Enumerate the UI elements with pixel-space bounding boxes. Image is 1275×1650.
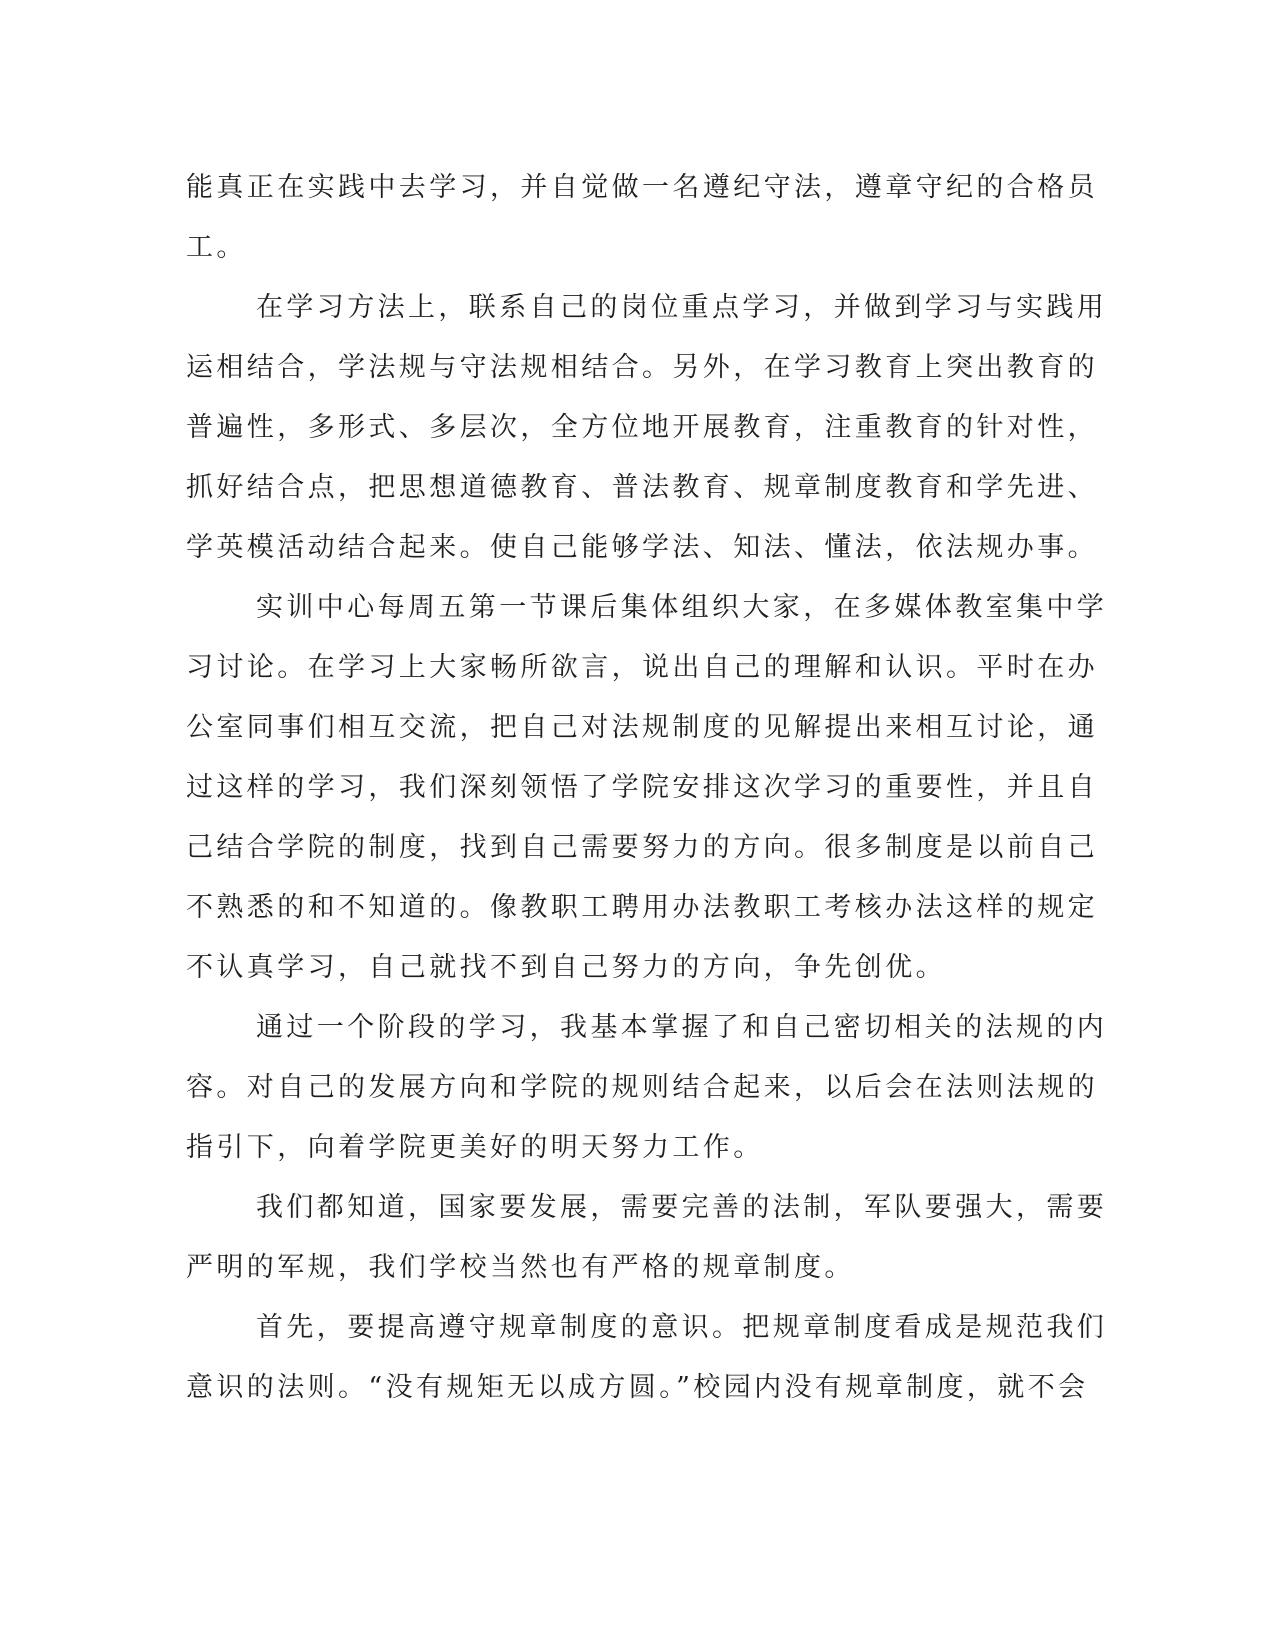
text-line: 不认真学习，自己就找不到自己努力的方向，争先创优。 <box>186 952 946 983</box>
text-line: 指引下，向着学院更美好的明天努力工作。 <box>186 1132 764 1163</box>
paragraph-first-line: 在学习方法上，联系自己的岗位重点学习，并做到学习与实践用 <box>256 292 1108 323</box>
text-line: 抓好结合点，把思想道德教育、普法教育、规章制度教育和学先进、 <box>186 472 1098 503</box>
text-line: 能真正在实践中去学习，并自觉做一名遵纪守法，遵章守纪的合格员 <box>186 172 1098 203</box>
paragraph-first-line: 我们都知道，国家要发展，需要完善的法制，军队要强大，需要 <box>256 1192 1108 1223</box>
text-line: 工。 <box>186 232 247 263</box>
paragraph-first-line: 实训中心每周五第一节课后集体组织大家，在多媒体教室集中学 <box>256 592 1108 623</box>
text-line: 容。对自己的发展方向和学院的规则结合起来，以后会在法则法规的 <box>186 1072 1098 1103</box>
text-line: 意识的法则。“没有规矩无以成方圆。”校园内没有规章制度，就不会 <box>186 1372 1089 1403</box>
paragraph-first-line: 首先，要提高遵守规章制度的意识。把规章制度看成是规范我们 <box>256 1312 1108 1343</box>
text-line: 己结合学院的制度，找到自己需要努力的方向。很多制度是以前自己 <box>186 832 1098 863</box>
paragraph-first-line: 通过一个阶段的学习，我基本掌握了和自己密切相关的法规的内 <box>256 1012 1108 1043</box>
text-line: 学英模活动结合起来。使自己能够学法、知法、懂法，依法规办事。 <box>186 532 1098 563</box>
text-line: 习讨论。在学习上大家畅所欲言，说出自己的理解和认识。平时在办 <box>186 652 1098 683</box>
body-text <box>186 158 1108 1418</box>
text-line: 普遍性，多形式、多层次，全方位地开展教育，注重教育的针对性， <box>186 412 1098 443</box>
text-line: 运相结合，学法规与守法规相结合。另外，在学习教育上突出教育的 <box>186 352 1098 383</box>
text-line: 过这样的学习，我们深刻领悟了学院安排这次学习的重要性，并且自 <box>186 772 1098 803</box>
text-line: 公室同事们相互交流，把自己对法规制度的见解提出来相互讨论，通 <box>186 712 1098 743</box>
text-line: 不熟悉的和不知道的。像教职工聘用办法教职工考核办法这样的规定 <box>186 892 1098 923</box>
text-line: 严明的军规，我们学校当然也有严格的规章制度。 <box>186 1252 855 1283</box>
